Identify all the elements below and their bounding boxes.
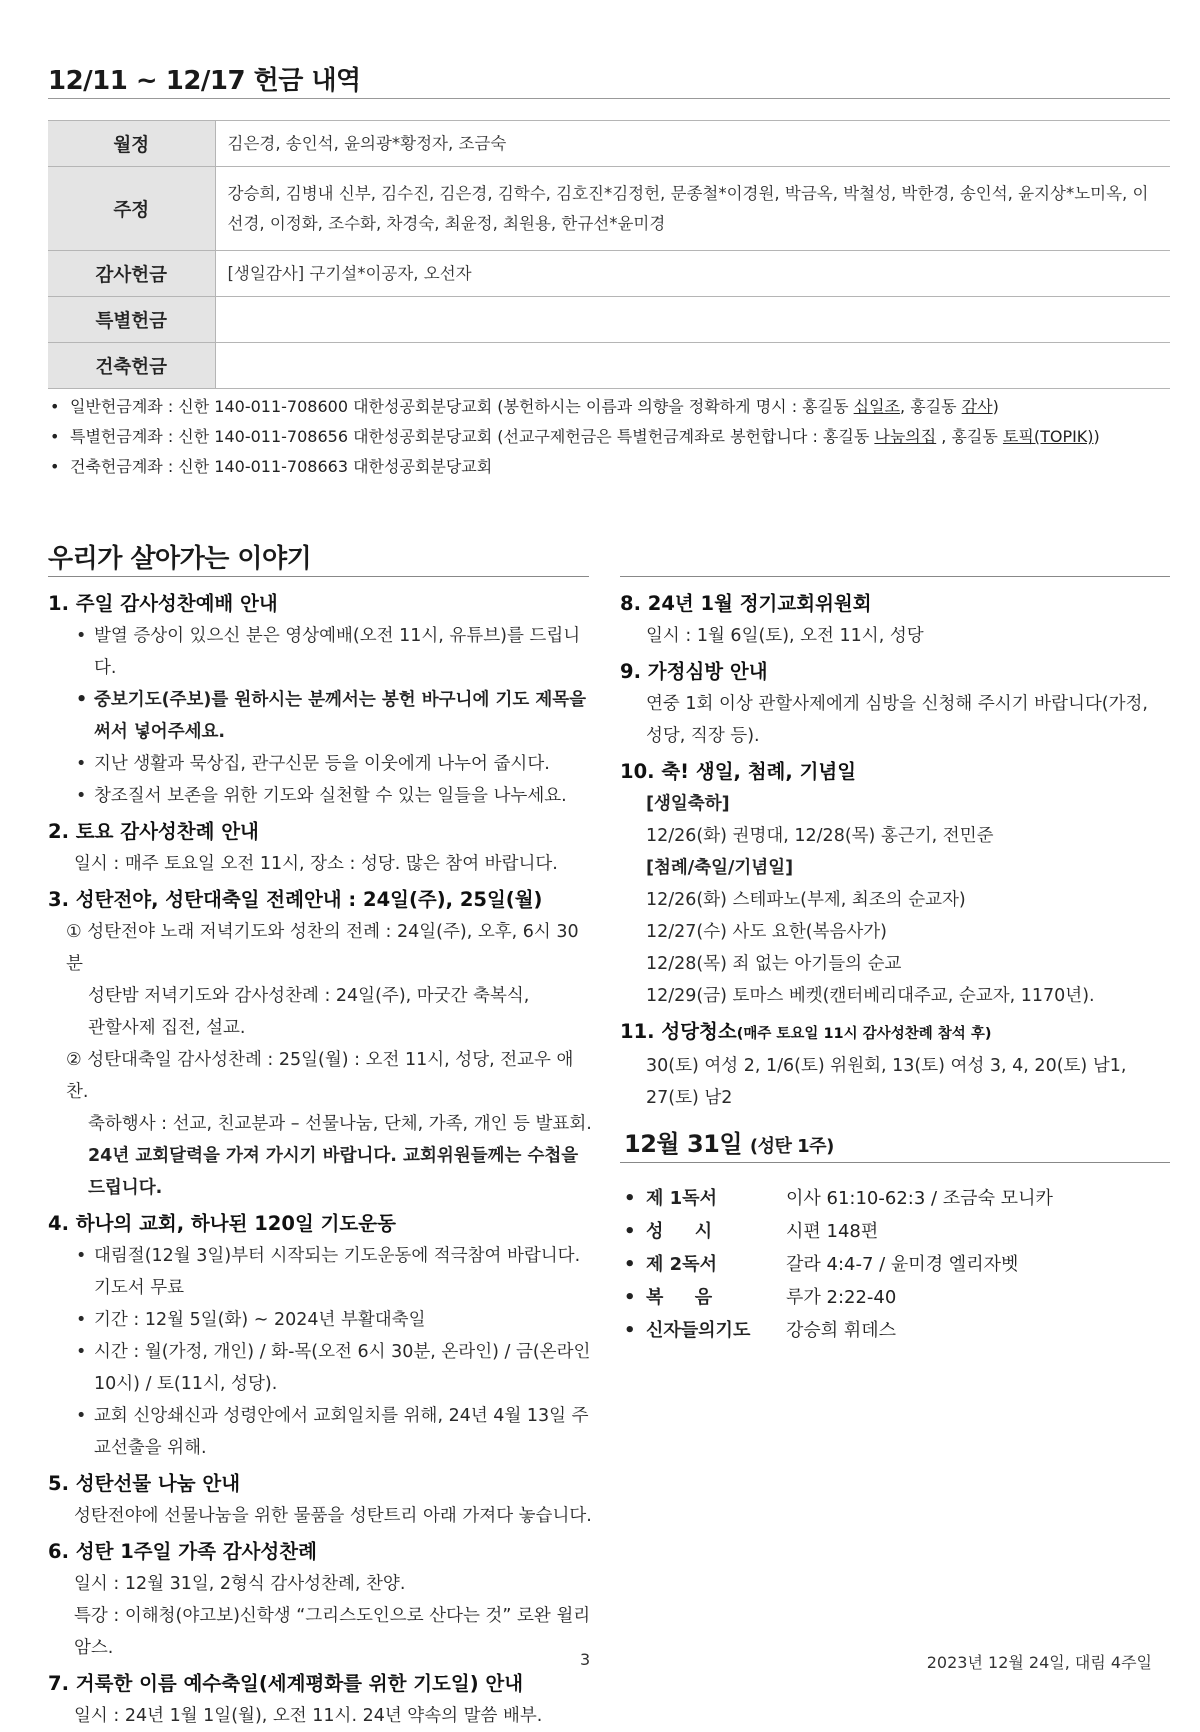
feast-text: 12/27(수) 사도 요한(복음사가) [646, 922, 888, 942]
item-6-text: 일시 : 12월 31일, 2형식 감사성찬례, 찬양. [74, 1574, 406, 1594]
item-6-text: 특강 : 이해청(야고보)신학생 “그리스도인으로 산다는 것” 로완 윌리암스. [74, 1606, 591, 1658]
stories-title: 우리가 살아가는 이야기 [48, 544, 312, 574]
list-item [624, 1314, 1164, 1347]
readings-title [624, 1124, 834, 1159]
offering-title-rule [48, 98, 1170, 99]
row-label: 주정 [48, 167, 215, 251]
item-4-heading: 4. 하나의 교회, 하나된 120일 기도운동 [48, 1212, 396, 1235]
item-5-heading: 5. 성탄선물 나눔 안내 [48, 1472, 241, 1495]
item-3-sub-1-line: 성탄밤 저녁기도와 감사성찬례 : 24일(주), 마굿간 축복식, [88, 986, 530, 1006]
account-example: 나눔의집 [874, 427, 937, 446]
table-row [48, 297, 1170, 343]
item-3-sub-1: ① 성탄전야 노래 저녁기도와 성찬의 전례 : 24일(주), 오후, 6시 30분 [66, 922, 579, 974]
table-row [48, 343, 1170, 389]
account-text: , 홍길동 [936, 427, 1003, 446]
reading-label: 제 2독서 [646, 1254, 717, 1275]
account-example: 감사 [961, 397, 993, 416]
row-content [215, 343, 1170, 389]
reading-label: 복 음 [646, 1287, 713, 1308]
birthday-subheading: [생일축하] [646, 794, 730, 814]
table-row [48, 121, 1170, 167]
row-content: 강승희, 김병내 신부, 김수진, 김은경, 김학수, 김호진*김정헌, 문종철*이경원, 박금옥, 박철성, 박한경, 송인석, 윤지상*노미옥, 이선경, 이정화, 조수화, 차경숙, 최윤정, 최원용, 한규선*윤미경 [215, 167, 1170, 251]
item-3-sub-1-line: 관할사제 집전, 설교. [88, 1018, 246, 1038]
offering-title: 12/11 ~ 12/17 헌금 내역 [48, 66, 361, 96]
account-text: 일반헌금계좌 : 신한 140-011-708600 대한성공회분당교회 (봉헌하시는 이름과 의향을 정확하게 명시 : 홍길동 [70, 397, 854, 416]
row-label: 감사헌금 [48, 251, 215, 297]
item-8-text: 일시 : 1월 6일(토), 오전 11시, 성당 [646, 626, 924, 646]
item-7-text: 일시 : 24년 1월 1일(월), 오전 11시. 24년 약속의 말씀 배부. [74, 1706, 543, 1726]
list-item: • 교회 신앙쇄신과 성령안에서 교회일치를 위해, 24년 4월 13일 주교선출을 위해. [74, 1400, 593, 1464]
reading-label: 성 시 [646, 1221, 713, 1242]
reading-value: 시편 148편 [786, 1221, 879, 1242]
birthday-text: 12/26(화) 권명대, 12/28(목) 홍근기, 전민준 [646, 826, 994, 846]
item-9-text: 연중 1회 이상 관할사제에게 심방을 신청해 주시기 바랍니다(가정, 성당, 직장 등). [646, 694, 1148, 746]
offering-table [48, 120, 1170, 389]
item-10-heading: 10. 축! 생일, 첨례, 기념일 [620, 760, 857, 783]
feast-text: 12/29(금) 토마스 베켓(캔터베리대주교, 순교자, 1170년). [646, 986, 1095, 1006]
row-content: [생일감사] 구기설*이공자, 오선자 [215, 251, 1170, 297]
item-11-heading [620, 1016, 1170, 1050]
item-8-heading: 8. 24년 1월 정기교회위원회 [620, 592, 872, 615]
page-number: 3 [580, 1650, 591, 1669]
footer-date: 2023년 12월 24일, 대림 4주일 [926, 1653, 1152, 1672]
account-list [48, 392, 1170, 482]
item-11-text: 30(토) 여성 2, 1/6(토) 위원회, 13(토) 여성 3, 4, 20(토) 남1, 27(토) 남2 [646, 1056, 1127, 1108]
stories-right-column [620, 584, 1170, 1114]
stories-rule-left [48, 576, 589, 577]
row-label: 월정 [48, 121, 215, 167]
reading-value: 이사 61:10-62:3 / 조금숙 모니카 [786, 1188, 1053, 1209]
reading-value: 루가 2:22-40 [786, 1287, 897, 1308]
stories-left-column [48, 584, 593, 1732]
list-item [624, 1215, 1164, 1248]
account-example: 십일조 [853, 397, 901, 416]
readings-subtitle: (성탄 1주) [749, 1136, 834, 1157]
building-account: • 건축헌금계좌 : 신한 140-011-708663 대한성공회분당교회 [48, 452, 1170, 482]
bullet: • [624, 1287, 636, 1308]
item-1-list [48, 620, 593, 812]
table-row [48, 167, 1170, 251]
feast-text: 12/28(목) 죄 없는 아기들의 순교 [646, 954, 902, 974]
row-label: 건축헌금 [48, 343, 215, 389]
reading-value: 갈라 4:4-7 / 윤미경 엘리자벳 [786, 1254, 1019, 1275]
list-item: • 발열 증상이 있으신 분은 영상예배(오전 11시, 유튜브)를 드립니다. [74, 620, 593, 684]
bullet: • [624, 1188, 636, 1209]
account-text: , 홍길동 [900, 397, 962, 416]
account-example: 토픽(TOPIK) [1002, 427, 1094, 446]
feast-subheading: [첨례/축일/기념일] [646, 858, 794, 878]
row-content: 김은경, 송인석, 윤의광*황정자, 조금숙 [215, 121, 1170, 167]
item-9-heading: 9. 가정심방 안내 [620, 660, 768, 683]
reading-label: 제 1독서 [646, 1188, 717, 1209]
feast-text: 12/26(화) 스테파노(부제, 최조의 순교자) [646, 890, 966, 910]
list-item: • 대림절(12월 3일)부터 시작되는 기도운동에 적극참여 바랍니다. 기도서 무료 [74, 1240, 593, 1304]
reading-label: 신자들의기도 [646, 1320, 751, 1341]
item-3-sub-2-line: 축하행사 : 선교, 친교분과 – 선물나눔, 단체, 가족, 개인 등 발표회. [88, 1114, 592, 1134]
item-7-heading: 7. 거룩한 이름 예수축일(세계평화를 위한 기도일) 안내 [48, 1672, 524, 1695]
item-11-note: (매주 토요일 11시 감사성찬례 참석 후) [736, 1026, 992, 1042]
readings-rule [620, 1162, 1170, 1163]
list-item: • 기간 : 12월 5일(화) ~ 2024년 부활대축일 [74, 1304, 593, 1336]
account-text: ) [1093, 427, 1100, 446]
item-3-sub-2: ② 성탄대축일 감사성찬례 : 25일(월) : 오전 11시, 성당, 전교우 애찬. [66, 1050, 574, 1102]
readings-date: 12월 31일 [624, 1130, 743, 1158]
item-3-sub-2-line: 24년 교회달력을 가져 가시기 바랍니다. 교회위원들께는 수첩을 드립니다. [88, 1146, 579, 1198]
general-account [48, 392, 1170, 422]
account-text: 특별헌금계좌 : 신한 140-011-708656 대한성공회분당교회 (선교구제헌금은 특별헌금계좌로 봉헌합니다 : 홍길동 [70, 427, 875, 446]
bullet: • [624, 1320, 636, 1341]
list-item [624, 1248, 1164, 1281]
readings-list [624, 1182, 1164, 1347]
list-item [624, 1281, 1164, 1314]
row-content [215, 297, 1170, 343]
row-label: 특별헌금 [48, 297, 215, 343]
list-item [624, 1182, 1164, 1215]
stories-rule-right [620, 576, 1170, 577]
bullet: • [624, 1254, 636, 1275]
list-item: • 지난 생활과 묵상집, 관구신문 등을 이웃에게 나누어 줍시다. [74, 748, 593, 780]
bullet: • [624, 1221, 636, 1242]
table-row [48, 251, 1170, 297]
list-item: • 중보기도(주보)를 원하시는 분께서는 봉헌 바구니에 기도 제목을 써서 넣어주세요. [74, 684, 593, 748]
item-6-heading: 6. 성탄 1주일 가족 감사성찬례 [48, 1540, 317, 1563]
item-1-heading: 1. 주일 감사성찬예배 안내 [48, 592, 278, 615]
special-account [48, 422, 1170, 452]
item-4-list [48, 1240, 593, 1464]
list-item: • 창조질서 보존을 위한 기도와 실천할 수 있는 일들을 나누세요. [74, 780, 593, 812]
item-5-text: 성탄전야에 선물나눔을 위한 물품을 성탄트리 아래 가져다 놓습니다. [74, 1506, 592, 1526]
item-2-text: 일시 : 매주 토요일 오전 11시, 장소 : 성당. 많은 참여 바랍니다. [74, 854, 558, 874]
reading-value: 강승희 휘데스 [786, 1320, 897, 1341]
account-text: ) [992, 397, 999, 416]
item-3-heading: 3. 성탄전야, 성탄대축일 전례안내 : 24일(주), 25일(월) [48, 888, 543, 911]
item-11-title: 11. 성당청소 [620, 1020, 737, 1043]
item-2-heading: 2. 토요 감사성찬례 안내 [48, 820, 259, 843]
list-item: • 시간 : 월(가정, 개인) / 화-목(오전 6시 30분, 온라인) / 금(온라인 10시) / 토(11시, 성당). [74, 1336, 593, 1400]
